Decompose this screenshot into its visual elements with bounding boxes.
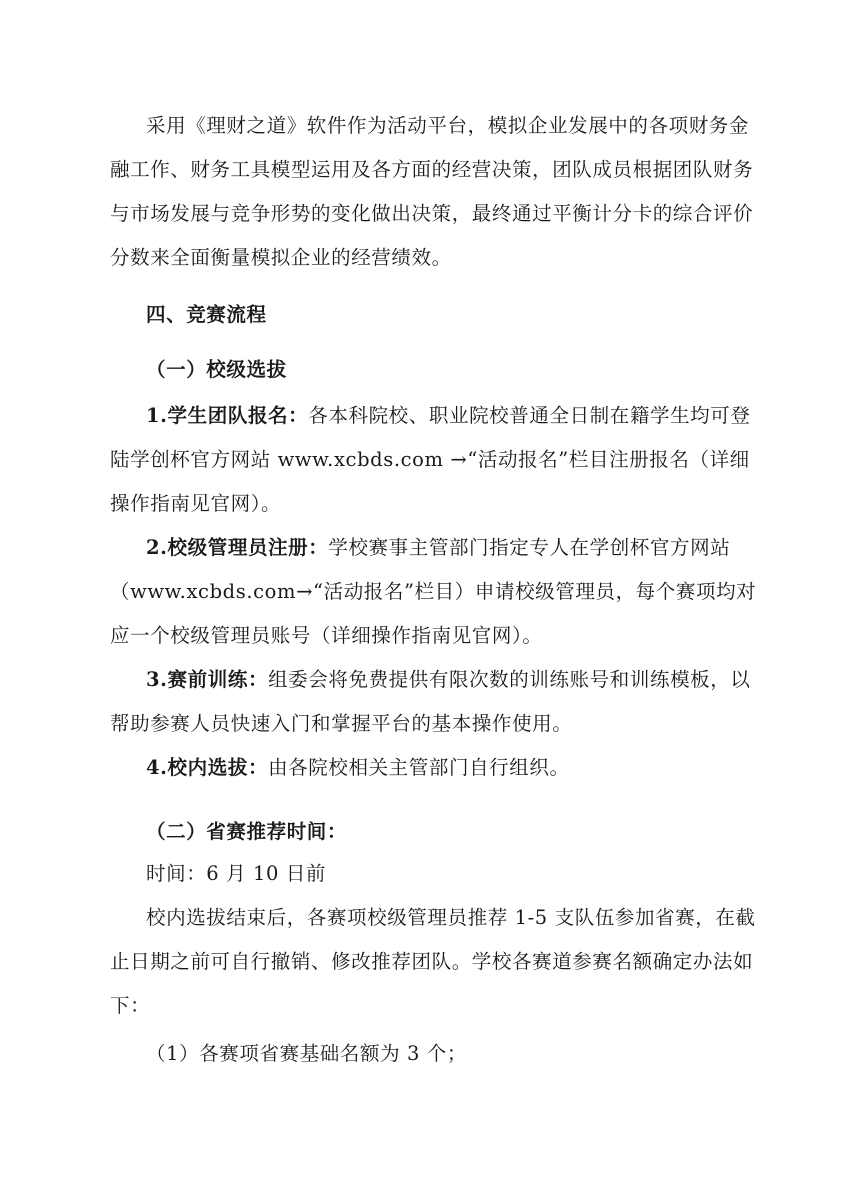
- subsection-heading-2: （二）省赛推荐时间：: [146, 820, 348, 843]
- item-4-term: 4.校内选拔：: [146, 756, 269, 779]
- item-2-text: 学校赛事主管部门指定专人在学创杯官方网站: [328, 536, 731, 559]
- item-2-term: 2.校级管理员注册：: [146, 536, 329, 559]
- subsection-heading-1: （一）校级选拔: [146, 358, 287, 381]
- sub2-paragraph-line-3: 下：: [110, 994, 151, 1017]
- item-2-line-1: [146, 534, 730, 562]
- intro-line-2: 融工作、财务工具模型运用及各方面的经营决策，团队成员根据团队财务: [110, 158, 754, 181]
- item-4-line-1: [146, 754, 570, 782]
- item-3-text: 组委会将免费提供有限次数的训练账号和训练模板，以: [268, 668, 751, 691]
- intro-line-3: 与市场发展与竞争形势的变化做出决策，最终通过平衡计分卡的综合评价: [110, 202, 754, 225]
- item-1-text: 各本科院校、职业院校普通全日制在籍学生均可登: [308, 404, 751, 427]
- item-4-text: 由各院校相关主管部门自行组织。: [268, 756, 570, 779]
- section-heading: 四、竞赛流程: [146, 303, 267, 326]
- item-3-line-1: [146, 666, 750, 694]
- intro-line-1: 采用《理财之道》软件作为活动平台，模拟企业发展中的各项财务金: [146, 114, 750, 137]
- sub2-paragraph-line-2: 止日期之前可自行撤销、修改推荐团队。学校各赛道参赛名额确定办法如: [110, 950, 754, 973]
- item-1-term: 1.学生团队报名：: [146, 404, 309, 427]
- item-3-line-2: 帮助参赛人员快速入门和掌握平台的基本操作使用。: [110, 712, 573, 735]
- item-1-line-2: 陆学创杯官方网站 www.xcbds.com →“活动报名”栏目注册报名（详细: [110, 448, 750, 471]
- item-1-line-3: 操作指南见官网）。: [110, 492, 282, 515]
- item-1-line-1: [146, 402, 750, 430]
- rule-1: （1）各赛项省赛基础名额为 3 个；: [146, 1042, 468, 1065]
- item-2-line-3: 应一个校级管理员账号（详细操作指南见官网）。: [110, 624, 543, 647]
- item-2-line-2: （www.xcbds.com→“活动报名”栏目）申请校级管理员，每个赛项均对: [110, 580, 757, 603]
- intro-line-4: 分数来全面衡量模拟企业的经营绩效。: [110, 246, 452, 269]
- item-3-term: 3.赛前训练：: [146, 668, 269, 691]
- sub2-paragraph-line-1: 校内选拔结束后，各赛项校级管理员推荐 1-5 支队伍参加省赛，在截: [146, 906, 756, 929]
- time-line: 时间：6 月 10 日前: [146, 862, 327, 885]
